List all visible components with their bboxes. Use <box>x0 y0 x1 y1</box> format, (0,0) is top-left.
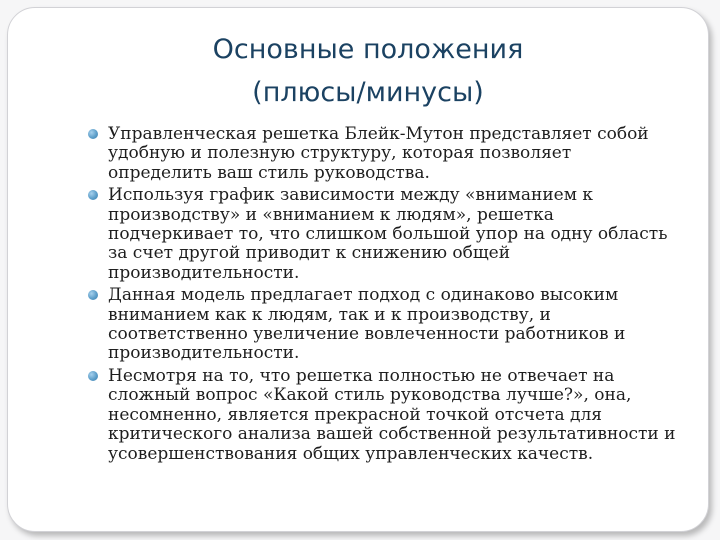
slide-title <box>158 28 578 114</box>
bullet-text-line: за счет другой приводит к снижению общей <box>108 243 511 264</box>
bullet-text-line: критического анализа вашей собственной результативности и <box>108 424 676 445</box>
bullet-text-line: усовершенствования общих управленческих качеств. <box>108 443 594 464</box>
slide-card <box>7 7 709 532</box>
bullet-text-line: производительности. <box>108 262 300 283</box>
bullet-text-line: Данная модель предлагает подход с одинаково высоким <box>108 285 619 306</box>
bullet-text-line: производительности. <box>108 343 300 364</box>
bullet-item <box>74 286 704 364</box>
bullet-text-line: сложный вопрос «Какой стиль руководства лучше?», она, <box>108 385 632 406</box>
bullet-text-line: вниманием как к людям, так и к производству, и <box>108 304 551 325</box>
circle-bullet-icon <box>88 371 98 381</box>
circle-bullet-icon <box>88 190 98 200</box>
title-line-1: Основные положения <box>212 34 524 65</box>
bullet-item <box>74 125 704 183</box>
bullet-text-line: несомненно, является прекрасной точкой отсчета для <box>108 404 603 425</box>
bullet-text-line: производству» и «вниманием к людям», решетка <box>108 204 554 225</box>
circle-bullet-icon <box>88 290 98 300</box>
bullet-text-line: соответственно увеличение вовлеченности работников и <box>108 324 626 345</box>
bullet-list <box>74 125 704 467</box>
bullet-item <box>74 367 704 464</box>
bullet-text-line: Несмотря на то, что решетка полностью не отвечает на <box>108 365 615 386</box>
bullet-text-line: определить ваш стиль руководства. <box>108 162 430 183</box>
bullet-text-line: Используя график зависимости между «вниманием к <box>108 185 593 206</box>
bullet-text-line: подчеркивает то, что слишком большой упор на одну область <box>108 224 668 245</box>
bullet-item <box>74 186 704 283</box>
bullet-text-line: удобную и полезную структуру, которая позволяет <box>108 143 572 164</box>
bullet-text-line: Управленческая решетка Блейк-Мутон представляет собой <box>108 124 649 144</box>
circle-bullet-icon <box>88 129 98 139</box>
title-line-2: (плюсы/минусы) <box>252 77 484 108</box>
